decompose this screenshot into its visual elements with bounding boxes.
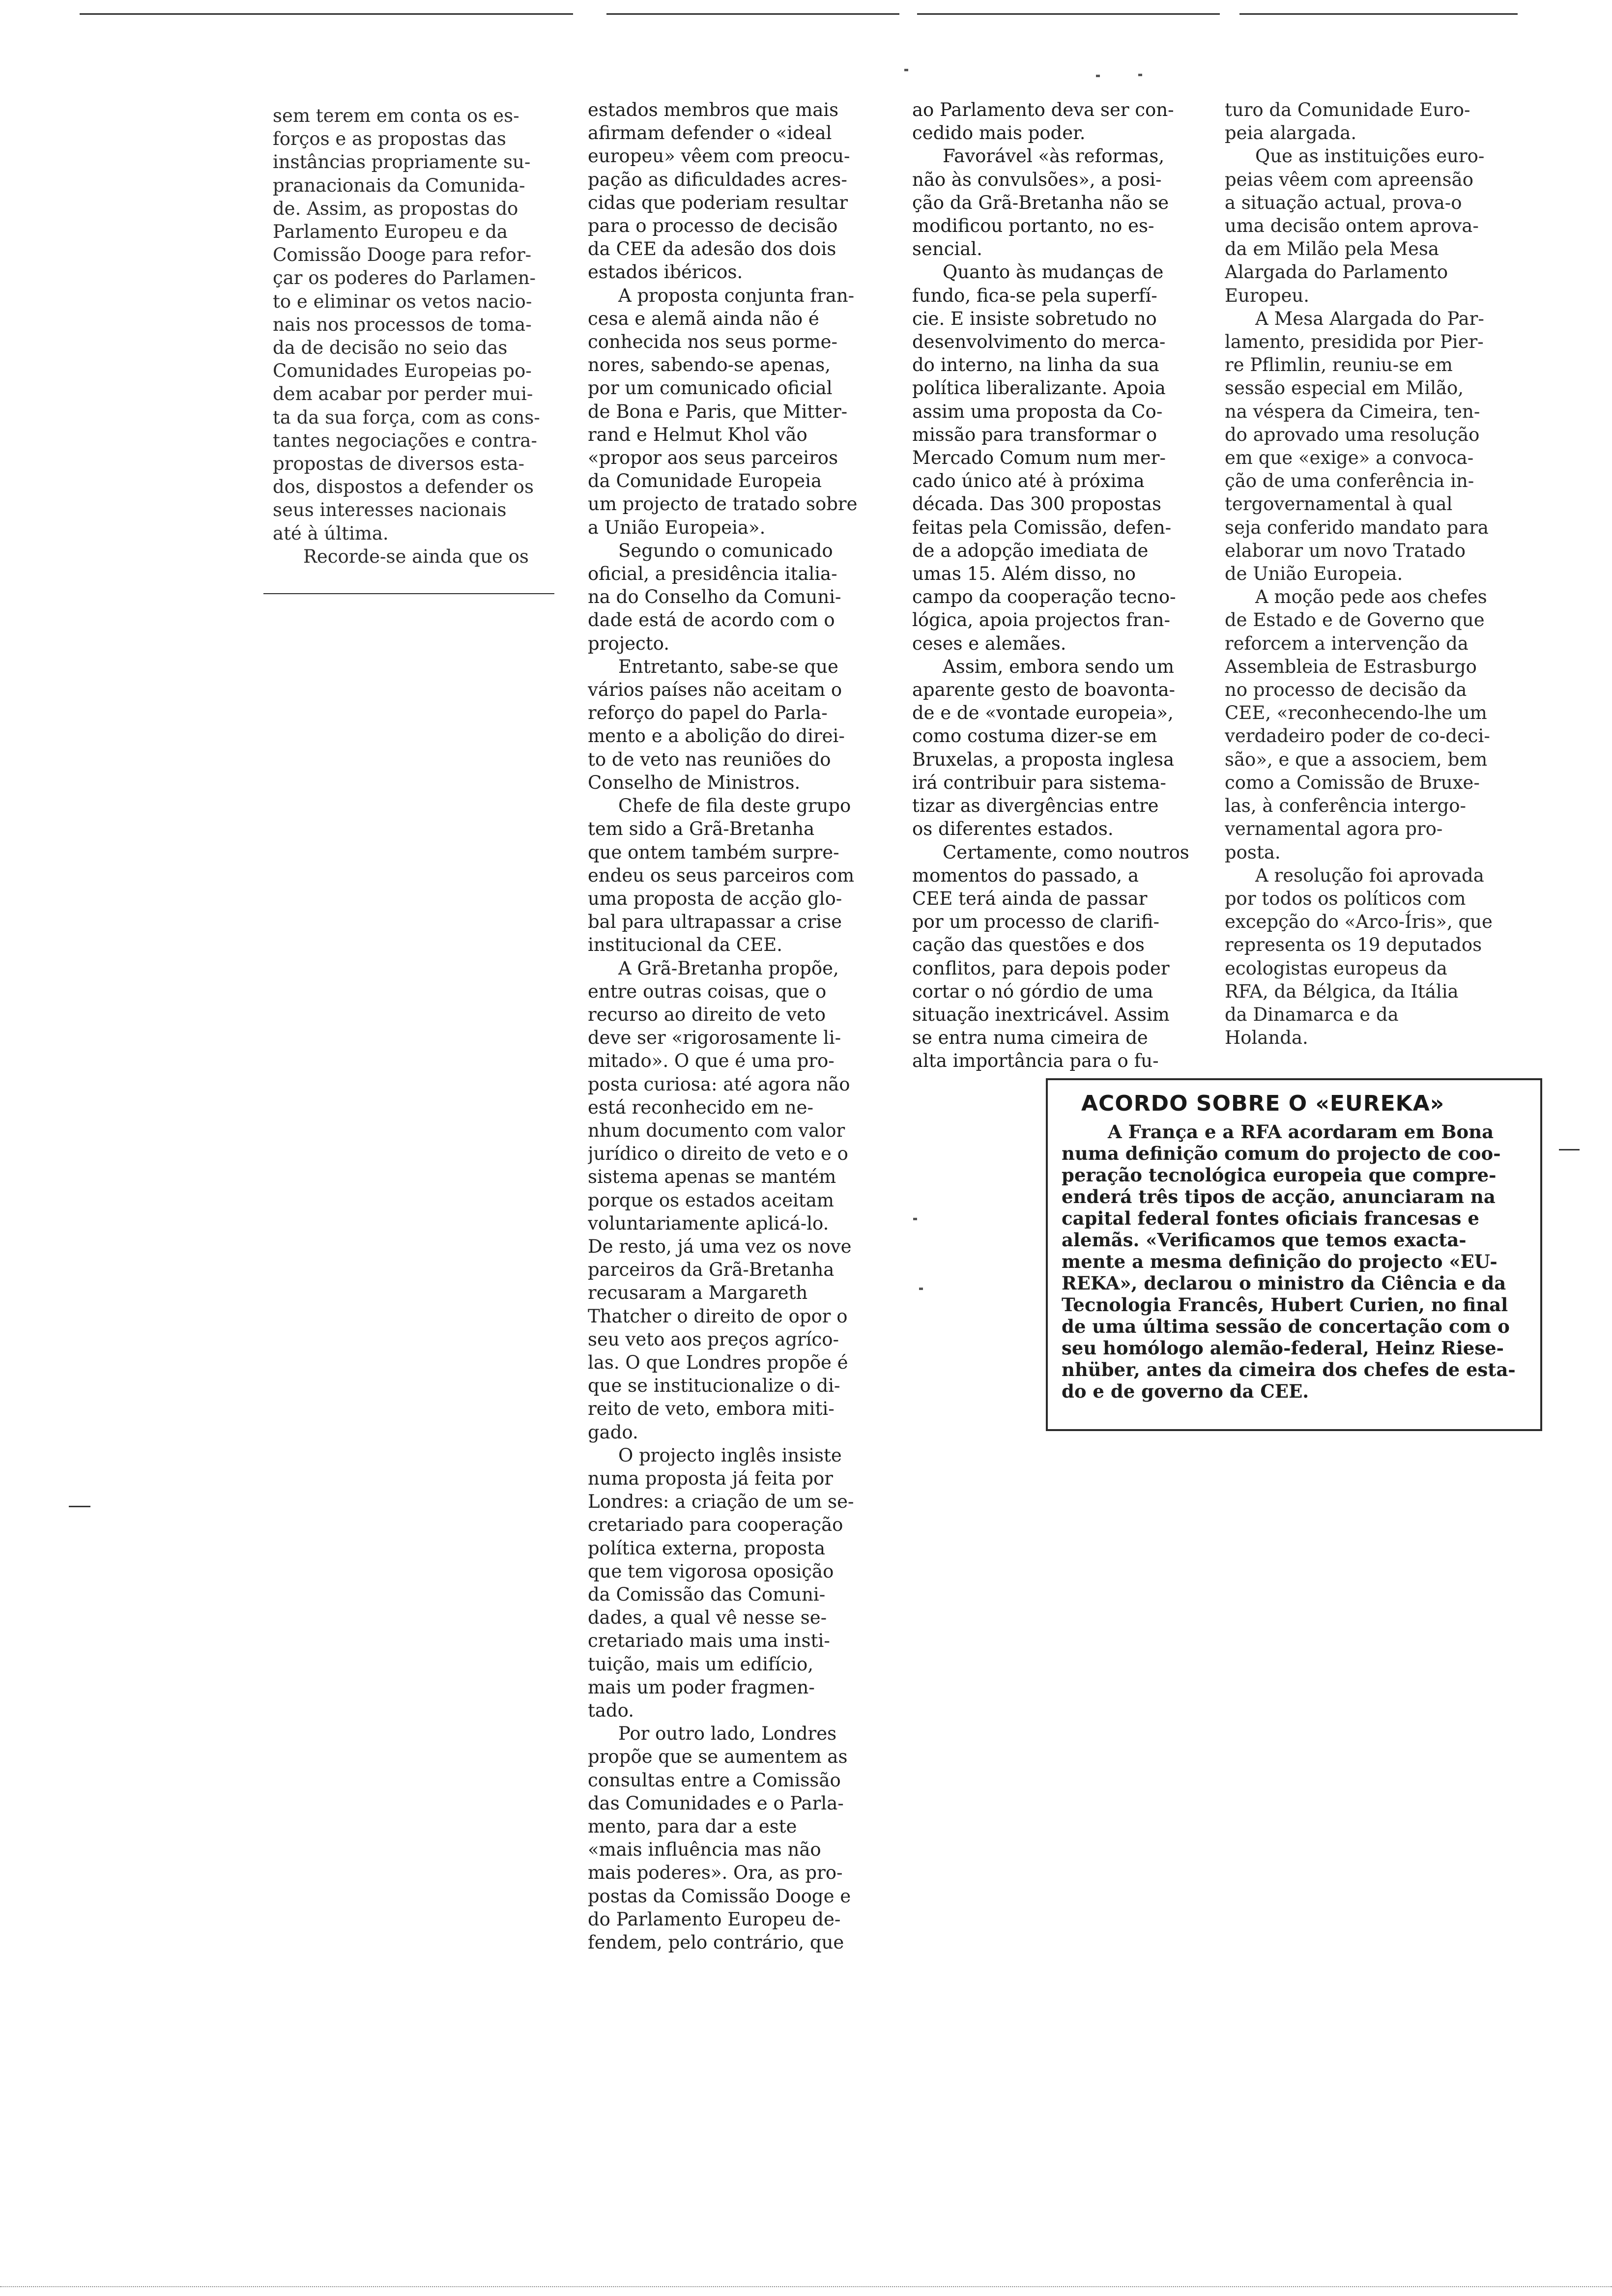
sidebar-line: A França e a RFA acordaram em Bona	[1108, 1121, 1494, 1143]
text-line: da Dinamarca e da	[1225, 1004, 1399, 1025]
text-line: Assembleia de Estrasburgo	[1225, 656, 1477, 677]
text-line: forços e as propostas das	[273, 128, 506, 150]
sidebar-line: seu homólogo alemão-federal, Heinz Riese-	[1062, 1337, 1504, 1359]
text-line: Mercado Comum num mer-	[912, 447, 1166, 469]
sidebar-line: alemãs. «Verificamos que temos exacta-	[1062, 1229, 1467, 1251]
text-line: mitado». O que é uma pro-	[588, 1050, 835, 1072]
text-line: como a Comissão de Bruxe-	[1225, 772, 1480, 793]
margin-mark	[1559, 1149, 1580, 1150]
text-line: nhum documento com valor	[588, 1119, 845, 1141]
text-line: de a adopção imediata de	[912, 540, 1149, 561]
text-line: tergovernamental à qual	[1225, 493, 1453, 515]
text-line: postas da Comissão Dooge e	[588, 1885, 851, 1907]
scan-speck	[1096, 75, 1100, 77]
scan-speck	[919, 1288, 923, 1290]
text-line: vernamental agora pro-	[1225, 818, 1443, 840]
column-3	[912, 98, 1207, 1073]
text-line: do interno, na linha da sua	[912, 354, 1159, 376]
sidebar-line: mente a mesma definição do projecto «EU-	[1062, 1251, 1497, 1272]
top-rule-2	[606, 13, 899, 15]
text-line: Que as instituições euro-	[1255, 145, 1485, 167]
text-line: década. Das 300 propostas	[912, 493, 1161, 515]
text-line: europeu» vêem com preocu-	[588, 145, 850, 167]
text-line: missão para transformar o	[912, 424, 1157, 445]
text-line: las. O que Londres propõe é	[588, 1351, 848, 1373]
sidebar-line: peração tecnológica europeia que compre-	[1062, 1164, 1497, 1186]
text-line: se entra numa cimeira de	[912, 1027, 1148, 1049]
text-line: até à última.	[273, 522, 389, 544]
text-line: mento, para dar a este	[588, 1816, 797, 1837]
text-line: «propor aos seus parceiros	[588, 447, 838, 469]
text-line: estados membros que mais	[588, 99, 839, 120]
text-line: to de veto nas reuniões do	[588, 748, 831, 770]
text-line: Holanda.	[1225, 1027, 1308, 1049]
text-line: seu veto aos preços agríco-	[588, 1328, 839, 1350]
text-line: peias vêem com apreensão	[1225, 169, 1473, 190]
column-1	[273, 104, 558, 568]
eureka-sidebar-box	[1046, 1078, 1542, 1431]
text-line: propostas de diversos esta-	[273, 453, 524, 475]
text-line: Alargada do Parlamento	[1225, 261, 1448, 283]
sidebar-line: capital federal fontes oficiais francesas e	[1062, 1207, 1479, 1229]
text-line: alta importância para o fu-	[912, 1050, 1159, 1072]
text-line: ecologistas europeus da	[1225, 957, 1447, 979]
text-line: recusaram a Margareth	[588, 1282, 808, 1304]
text-line: CEE terá ainda de passar	[912, 888, 1148, 909]
sidebar-line: nhüber, antes da cimeira dos chefes de esta-	[1062, 1359, 1516, 1380]
text-line: lamento, presidida por Pier-	[1225, 331, 1484, 353]
text-line: A Grã-Bretanha propõe,	[618, 957, 839, 979]
text-line: nores, sabendo-se apenas,	[588, 354, 831, 376]
text-line: dos, dispostos a defender os	[273, 476, 534, 498]
text-line: na véspera da Cimeira, ten-	[1225, 401, 1480, 422]
text-line: mento e a abolição do direi-	[588, 725, 845, 747]
text-line: Comunidades Europeias po-	[273, 360, 532, 382]
text-line: cortar o nó górdio de uma	[912, 980, 1153, 1002]
text-line: A proposta conjunta fran-	[618, 285, 855, 306]
text-line: oficial, a presidência italia-	[588, 563, 837, 585]
text-line: endeu os seus parceiros com	[588, 864, 855, 886]
text-line: ao Parlamento deva ser con-	[912, 99, 1174, 120]
text-line: cie. E insiste sobretudo no	[912, 308, 1157, 329]
text-line: ceses e alemães.	[912, 632, 1066, 654]
text-line: sistema apenas se mantém	[588, 1166, 836, 1188]
text-line: da de decisão no seio das	[273, 337, 508, 359]
text-line: aparente gesto de boavonta-	[912, 679, 1176, 701]
text-line: re Pflimlin, reuniu-se em	[1225, 354, 1453, 376]
text-line: em que «exige» a convoca-	[1225, 447, 1474, 469]
text-line: cidas que poderiam resultar	[588, 192, 848, 213]
text-line: a situação actual, prova-o	[1225, 192, 1462, 213]
text-line: A Mesa Alargada do Par-	[1255, 308, 1484, 329]
top-rule-4	[1239, 13, 1518, 15]
column-1-end-rule	[263, 593, 554, 594]
scan-speck	[904, 69, 908, 71]
text-line: para o processo de decisão	[588, 215, 838, 237]
text-line: cretariado mais uma insti-	[588, 1630, 830, 1652]
text-line: deve ser «rigorosamente li-	[588, 1027, 841, 1049]
text-line: Bruxelas, a proposta inglesa	[912, 748, 1175, 770]
text-line: a União Europeia».	[588, 517, 766, 538]
text-line: tado.	[588, 1700, 634, 1722]
column-2	[588, 98, 888, 1954]
text-line: gado.	[588, 1421, 638, 1443]
text-line: Certamente, como noutros	[943, 841, 1189, 863]
text-line: cedido mais poder.	[912, 122, 1086, 144]
top-rule-1	[80, 13, 573, 15]
text-line: reito de veto, embora miti-	[588, 1398, 835, 1420]
text-line: çar os poderes do Parlamen-	[273, 267, 536, 289]
text-line: Chefe de fila deste grupo	[618, 795, 851, 817]
text-line: são», e que a associem, bem	[1225, 748, 1488, 770]
text-line: bal para ultrapassar a crise	[588, 911, 842, 933]
text-line: mais um poder fragmen-	[588, 1676, 815, 1698]
text-line: to e eliminar os vetos nacio-	[273, 290, 532, 312]
text-line: no processo de decisão da	[1225, 679, 1467, 701]
text-line: recurso ao direito de veto	[588, 1004, 826, 1025]
text-line: Thatcher o direito de opor o	[588, 1305, 848, 1327]
text-line: da Comunidade Europeia	[588, 470, 822, 492]
text-line: De resto, já uma vez os nove	[588, 1235, 852, 1257]
text-line: das Comunidades e o Parla-	[588, 1792, 844, 1814]
text-line: excepção do «Arco-Íris», que	[1225, 911, 1493, 933]
text-line: campo da cooperação tecno-	[912, 586, 1176, 608]
text-line: cretariado para cooperação	[588, 1514, 843, 1536]
text-line: do aprovado uma resolução	[1225, 424, 1480, 445]
text-line: seus interesses nacionais	[273, 499, 507, 521]
text-line: Conselho de Ministros.	[588, 772, 801, 793]
text-line: nais nos processos de toma-	[273, 314, 532, 335]
text-line: não às convulsões», a posi-	[912, 169, 1162, 190]
text-line: Favorável «às reformas,	[943, 145, 1165, 167]
text-line: rand e Helmut Khol vão	[588, 424, 807, 445]
text-line: um projecto de tratado sobre	[588, 493, 858, 515]
text-line: tem sido a Grã-Bretanha	[588, 818, 815, 840]
text-line: sencial.	[912, 238, 982, 260]
text-line: voluntariamente aplicá-lo.	[588, 1212, 829, 1234]
text-line: lógica, apoia projectos fran-	[912, 609, 1171, 631]
text-line: posta curiosa: até agora não	[588, 1073, 850, 1095]
text-line: institucional da CEE.	[588, 934, 782, 956]
text-line: uma decisão ontem aprova-	[1225, 215, 1479, 237]
text-line: desenvolvimento do merca-	[912, 331, 1166, 353]
text-line: umas 15. Além disso, no	[912, 563, 1136, 585]
text-line: ta da sua força, com as cons-	[273, 406, 540, 428]
text-line: pação as dificuldades acres-	[588, 169, 847, 190]
top-rule-3	[917, 13, 1220, 15]
text-line: tantes negociações e contra-	[273, 430, 537, 451]
text-line: vários países não aceitam o	[588, 679, 842, 701]
text-line: de União Europeia.	[1225, 563, 1403, 585]
sidebar-line: REKA», declarou o ministro da Ciência e da	[1062, 1272, 1506, 1294]
text-line: RFA, da Bélgica, da Itália	[1225, 980, 1459, 1002]
margin-mark	[69, 1506, 90, 1507]
text-line: Segundo o comunicado	[618, 540, 833, 561]
text-line: tuição, mais um edifício,	[588, 1653, 814, 1675]
text-line: estados ibéricos.	[588, 261, 743, 283]
text-line: da em Milão pela Mesa	[1225, 238, 1439, 260]
text-line: ção da Grã-Bretanha não se	[912, 192, 1169, 213]
text-line: de Estado e de Governo que	[1225, 609, 1485, 631]
text-line: dem acabar por perder mui-	[273, 383, 533, 405]
text-line: da Comissão das Comuni-	[588, 1584, 826, 1605]
text-line: conhecida nos seus porme-	[588, 331, 838, 353]
text-line: Parlamento Europeu e da	[273, 221, 508, 243]
text-line: conflitos, para depois poder	[912, 957, 1170, 979]
bottom-scan-edge	[0, 2286, 1612, 2287]
sidebar-line: numa definição comum do projecto de coo-	[1062, 1143, 1501, 1164]
text-line: numa proposta já feita por	[588, 1467, 833, 1489]
text-line: posta.	[1225, 841, 1281, 863]
text-line: situação inextricável. Assim	[912, 1004, 1170, 1025]
text-line: porque os estados aceitam	[588, 1189, 834, 1211]
text-line: fendem, pelo contrário, que	[588, 1932, 844, 1953]
text-line: parceiros da Grã-Bretanha	[588, 1259, 835, 1281]
text-line: de. Assim, as propostas do	[273, 198, 518, 219]
sidebar-title: ACORDO SOBRE O «EUREKA»	[1081, 1091, 1445, 1116]
sidebar-line: enderá três tipos de acção, anunciaram na	[1062, 1186, 1496, 1207]
text-line: na do Conselho da Comuni-	[588, 586, 841, 608]
text-line: feitas pela Comissão, defen-	[912, 517, 1172, 538]
text-line: irá contribuir para sistema-	[912, 772, 1166, 793]
text-line: afirmam defender o «ideal	[588, 122, 832, 144]
sidebar-line: Tecnologia Francês, Hubert Curien, no final	[1062, 1294, 1508, 1316]
text-line: política liberalizante. Apoia	[912, 377, 1166, 399]
text-line: cado único até à próxima	[912, 470, 1145, 492]
text-line: tizar as divergências entre	[912, 795, 1159, 817]
text-line: O projecto inglês insiste	[618, 1444, 842, 1466]
text-line: A resolução foi aprovada	[1255, 864, 1484, 886]
text-line: Europeu.	[1225, 285, 1309, 306]
text-line: os diferentes estados.	[912, 818, 1114, 840]
text-line: projecto.	[588, 632, 669, 654]
text-line: fundo, fica-se pela superfí-	[912, 285, 1157, 306]
text-line: está reconhecido em ne-	[588, 1096, 813, 1118]
text-line: Assim, embora sendo um	[943, 656, 1174, 677]
text-line: Quanto às mudanças de	[943, 261, 1164, 283]
sidebar-line: de uma última sessão de concertação com o	[1062, 1316, 1510, 1337]
text-line: cação das questões e dos	[912, 934, 1145, 956]
text-line: seja conferido mandato para	[1225, 517, 1489, 538]
text-line: reforço do papel do Parla-	[588, 702, 828, 724]
text-line: Londres: a criação de um se-	[588, 1491, 854, 1513]
text-line: dades, a qual vê nesse se-	[588, 1607, 827, 1629]
text-line: pranacionais da Comunida-	[273, 174, 525, 196]
text-line: modificou portanto, no es-	[912, 215, 1154, 237]
text-line: sem terem em conta os es-	[273, 105, 519, 126]
text-line: consultas entre a Comissão	[588, 1769, 841, 1791]
text-line: turo da Comunidade Euro-	[1225, 99, 1470, 120]
text-line: cesa e alemã ainda não é	[588, 308, 819, 329]
text-line: como costuma dizer-se em	[912, 725, 1157, 747]
text-line: da CEE da adesão dos dois	[588, 238, 836, 260]
scan-speck	[913, 1218, 917, 1220]
text-line: Comissão Dooge para refor-	[273, 244, 532, 266]
text-line: política externa, proposta	[588, 1537, 826, 1559]
text-line: propõe que se aumentem as	[588, 1746, 848, 1768]
text-line: uma proposta de acção glo-	[588, 888, 842, 909]
text-line: entre outras coisas, que o	[588, 980, 827, 1002]
text-line: CEE, «reconhecendo-lhe um	[1225, 702, 1487, 724]
text-line: que ontem também surpre-	[588, 841, 839, 863]
text-line: elaborar um novo Tratado	[1225, 540, 1466, 561]
text-line: «mais influência mas não	[588, 1839, 821, 1861]
text-line: Recorde-se ainda que os	[303, 545, 529, 567]
text-line: reforcem a intervenção da	[1225, 632, 1468, 654]
text-line: mais poderes». Ora, as pro-	[588, 1862, 843, 1884]
text-line: ção de uma conferência in-	[1225, 470, 1474, 492]
text-line: por um comunicado oficial	[588, 377, 833, 399]
text-line: peia alargada.	[1225, 122, 1357, 144]
text-line: jurídico o direito de veto e o	[588, 1143, 848, 1165]
sidebar-line: do e de governo da CEE.	[1062, 1380, 1309, 1402]
text-line: Por outro lado, Londres	[618, 1723, 837, 1745]
text-line: por todos os políticos com	[1225, 888, 1466, 909]
text-line: dade está de acordo com o	[588, 609, 835, 631]
text-line: verdadeiro poder de co-deci-	[1225, 725, 1490, 747]
text-line: que tem vigorosa oposição	[588, 1560, 834, 1582]
column-4	[1225, 98, 1533, 1049]
text-line: representa os 19 deputados	[1225, 934, 1482, 956]
text-line: instâncias propriamente su-	[273, 151, 531, 173]
text-line: que se institucionalize o di-	[588, 1375, 840, 1397]
text-line: de e de «vontade europeia»,	[912, 702, 1174, 724]
text-line: las, à conferência intergo-	[1225, 795, 1467, 817]
text-line: momentos do passado, a	[912, 864, 1139, 886]
text-line: de Bona e Paris, que Mitter-	[588, 401, 848, 422]
text-line: assim uma proposta da Co-	[912, 401, 1163, 422]
text-line: por um processo de clarifi-	[912, 911, 1160, 933]
scan-speck	[1138, 74, 1142, 76]
text-line: Entretanto, sabe-se que	[618, 656, 838, 677]
text-line: sessão especial em Milão,	[1225, 377, 1464, 399]
text-line: do Parlamento Europeu de-	[588, 1908, 841, 1930]
text-line: A moção pede aos chefes	[1255, 586, 1487, 608]
